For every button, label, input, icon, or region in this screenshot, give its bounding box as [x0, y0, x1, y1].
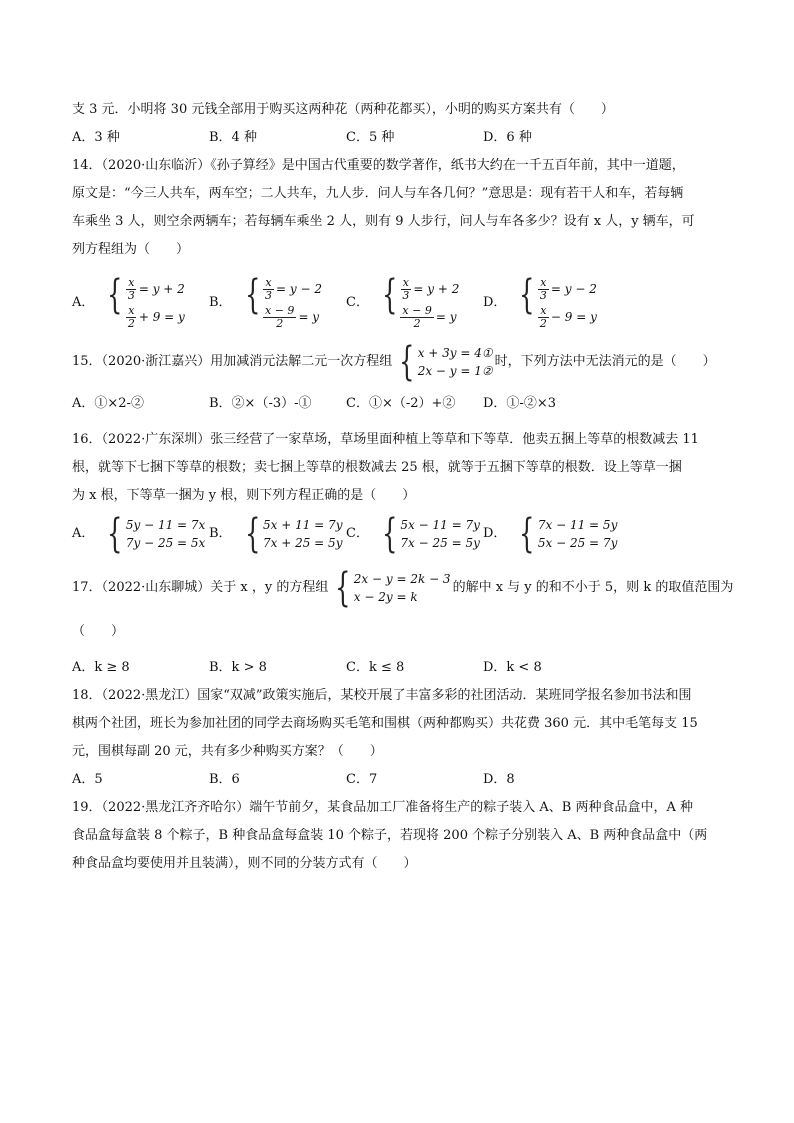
q13-option-d: D．6 种	[483, 130, 532, 145]
equation-system: { 5y − 11 = 7x 7y − 25 = 5x	[107, 511, 206, 557]
q16-option-c: C． { 5x − 11 = 7y 7x − 25 = 5y	[346, 511, 480, 557]
q13-options	[72, 124, 724, 152]
q17-option-d: D．k < 8	[483, 660, 542, 675]
q14-option-c	[346, 272, 483, 331]
q17-paren: （ ）	[72, 624, 125, 639]
q14-option-a	[72, 272, 209, 331]
q15-option-d: D．①-②×3	[483, 396, 556, 411]
document-page	[72, 96, 734, 878]
q16-line-1: 16．（2022·广东深圳）张三经营了一家草场，草场里面种植上等草和下等草．他卖五捆上等草的根数减去 11	[72, 432, 699, 447]
q14-line-4: 列方程组为（ ）	[72, 242, 190, 257]
q16-option-d: D． { 7x − 11 = 5y 5x − 25 = 7y	[483, 511, 618, 557]
q16-option-b: B． { 5x + 11 = 7y 7x + 25 = 5y	[209, 511, 343, 557]
q16-line-2: 根，就等下七捆下等草的根数；卖七捆上等草的根数减去 25 根，就等于五捆下等草的根数．设上等草一捆	[72, 460, 682, 475]
brace-icon: {	[107, 272, 123, 318]
q13-option-c: C．5 种	[346, 130, 395, 145]
equation: = y + 2	[138, 282, 185, 296]
brace-icon: {	[107, 511, 123, 557]
q14-line-2: 原文是：“今三人共车，两车空；二人共车，九人步．问人与车各几何？”意思是：现有若干人和车，若每辆	[72, 186, 684, 201]
brace-icon: {	[335, 565, 351, 611]
option-label: D．	[483, 295, 507, 310]
q13-text: 支 3 元．小明将 30 元钱全部用于购买这两种花（两种花都买），小明的购买方案共有（ ）	[72, 102, 614, 117]
brace-icon: {	[519, 511, 535, 557]
equation-system: { 5x + 11 = 7y 7x + 25 = 5y	[244, 511, 343, 557]
q15-option-a: A．①×2-②	[72, 396, 144, 411]
equation-system: { $\frac{x}{3}$ = y + 2 $\frac{x - 9}{2}$ = y	[382, 272, 460, 330]
q19-line-2: 食品盒每盒装 8 个粽子，B 种食品盒每盒装 10 个粽子，若现将 200 个粽子分别装入 A、B 两种食品盒中（两	[72, 828, 708, 843]
equation: x + 3y = 4①	[417, 346, 493, 360]
q19-line-3: 种食品盒均要使用并且装满），则不同的分装方式有（ ）	[72, 856, 417, 871]
q17-option-b: B．k > 8	[209, 660, 267, 675]
q18-line-1: 18．（2022·黑龙江）国家“双减”政策实施后，某校开展了丰富多彩的社团活动．某班同学报名参加书法和围	[72, 688, 692, 703]
brace-icon: {	[382, 272, 398, 318]
q14-line-1: 14．（2020·山东临沂）《孙子算经》是中国古代重要的数学著作，纸书大约在一千五百年前，其中一道题，	[72, 158, 685, 173]
equation-system: { $\frac{x}{3}$ = y + 2 $\frac{x}{2}$ + 9 = y	[107, 272, 185, 330]
brace-icon: {	[399, 339, 415, 385]
q18-option-d: D．8	[483, 772, 515, 787]
q14-options	[72, 272, 724, 334]
option-label: B．	[209, 295, 232, 310]
q13-option-a: A．3 种	[72, 130, 120, 145]
equation-system	[394, 339, 493, 385]
equation: = y − 2	[550, 282, 597, 296]
equation-system: { $\frac{x}{3}$ = y − 2 $\frac{x}{2}$ − 9 = y	[519, 272, 597, 330]
equation: x − 2y = k	[353, 590, 418, 604]
equation: 2x − y = 1②	[417, 364, 493, 378]
brace-icon: {	[519, 272, 535, 318]
q19-line-1: 19．（2022·黑龙江齐齐哈尔）端午节前夕，某食品加工厂准备将生产的粽子装入 A、B 两种食品盒中，A 种	[72, 800, 693, 815]
brace-icon: {	[244, 511, 260, 557]
q16-line-3: 为 x 根，下等草一捆为 y 根，则下列方程正确的是（ ）	[72, 488, 416, 503]
q18-option-c: C．7	[346, 772, 378, 787]
q17-text: 17．（2022·山东聊城）关于 x ，y 的方程组 { 2x − y = 2k − 3 x − 2y = k 的解中 x 与 y 的和不小于 5，则 k 的取值范围为	[72, 565, 734, 611]
equation-system: { 5x − 11 = 7y 7x − 25 = 5y	[382, 511, 480, 557]
q14-option-b	[209, 272, 346, 331]
q14-line-3: 车乘坐 3 人，则空余两辆车；若每辆车乘坐 2 人，则有 9 人步行，问人与车各多少？设有 x 人，y 辆车，可	[72, 214, 695, 229]
brace-icon: {	[382, 511, 398, 557]
equation-system	[330, 565, 451, 611]
equation: = y	[298, 310, 320, 324]
q18-option-a: A．5	[72, 772, 103, 787]
equation: = y − 2	[276, 282, 322, 296]
q15-option-b: B．②×（-3）-①	[209, 396, 312, 411]
equation: = y	[435, 310, 457, 324]
option-label: A．	[72, 295, 95, 310]
q17-options	[72, 654, 724, 682]
equation: 2x − y = 2k − 3	[353, 572, 451, 586]
q18-line-2: 棋两个社团，班长为参加社团的同学去商场购买毛笔和围棋（两种都购买）共花费 360 元．其中毛笔每支 15	[72, 716, 698, 731]
q15-text: 15．（2020·浙江嘉兴）用加减消元法解二元一次方程组 { x + 3y = 4① 2x − y = 1② 时，下列方法中无法消元的是（ ）	[72, 339, 716, 385]
equation-system: { 7x − 11 = 5y 5x − 25 = 7y	[519, 511, 618, 557]
q15-option-c: C．①×（-2）+②	[346, 396, 456, 411]
q17-option-a: A．k ≥ 8	[72, 660, 130, 675]
q18-options	[72, 766, 724, 794]
brace-icon: {	[244, 272, 260, 318]
q16-options	[72, 510, 724, 558]
equation: + 9 = y	[138, 310, 185, 324]
equation: = y + 2	[413, 282, 460, 296]
option-label: C．	[346, 295, 369, 310]
q13-option-b: B．4 种	[209, 130, 257, 145]
q16-option-a: A． { 5y − 11 = 7x 7y − 25 = 5x	[72, 511, 206, 557]
equation: − 9 = y	[550, 310, 597, 324]
q15-options	[72, 390, 724, 418]
equation-system: { $\frac{x}{3}$ = y − 2 $\frac{x - 9}{2}$ = y	[244, 272, 322, 330]
q18-option-b: B．6	[209, 772, 240, 787]
q14-option-d	[483, 272, 620, 331]
q17-option-c: C．k ≤ 8	[346, 660, 405, 675]
q18-line-3: 元，围棋每副 20 元，共有多少种购买方案？（ ）	[72, 744, 383, 759]
